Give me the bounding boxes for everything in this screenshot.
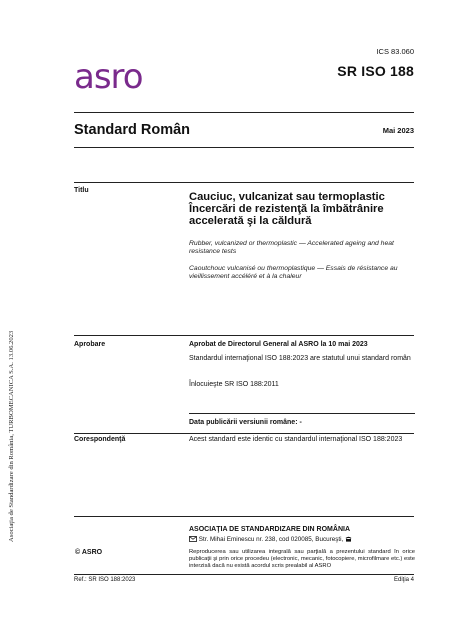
status-statement: Standardul internaţional ISO 188:2023 are statutul unui standard român <box>189 355 411 362</box>
title-label: Titlu <box>74 187 89 194</box>
romanian-version-date: Data publicării versiunii române: - <box>189 419 302 426</box>
ics-code: ICS 83.060 <box>376 47 414 56</box>
logo-text: asro <box>74 60 143 96</box>
envelope-icon <box>189 536 197 544</box>
footer-reference: Ref.: SR ISO 188:2023 <box>74 577 136 583</box>
header-divider <box>74 112 414 113</box>
correspondence-label: Corespondenţă <box>74 436 126 443</box>
publisher-divider <box>74 516 414 517</box>
footer-edition: Ediţia 4 <box>393 577 414 583</box>
publication-divider <box>189 413 415 414</box>
publication-month: Mai 2023 <box>382 126 414 135</box>
publisher-address: Str. Mihai Eminescu nr. 238, cod 020085, Bucureşti, <box>198 536 344 543</box>
side-license-note: Asociaţia de Standardizare din România, TURBOMECANICA S.A. 13.06.2023 <box>8 330 15 542</box>
correspondence-text: Acest standard este identic cu standardul internaţional ISO 188:2023 <box>189 436 403 443</box>
title-french: Caoutchouc vulcanisé ou thermoplastique — Essais de résistance au vieillissement accéléré et à la chaleur <box>189 265 398 280</box>
standard-type: Standard Român <box>74 122 191 138</box>
correspondence-divider <box>74 433 414 434</box>
standard-number: SR ISO 188 <box>337 63 414 79</box>
reproduction-notice: Reproducerea sau utilizarea integrală sau parţială a prezentului standard în orice publicaţii şi prin orice procedeu (electronic, mecanic, fotocopiere, microfilmare etc.) este interzisă dacă nu există acordul scris prealabil al ASRO <box>189 549 415 569</box>
title-romanian: Cauciuc, vulcanizat sau termoplastic Încercări de rezistenţă la îmbătrânire accelerată şi la căldură <box>189 191 385 227</box>
publisher-name: ASOCIAŢIA DE STANDARDIZARE DIN ROMÂNIA <box>189 526 350 533</box>
phone-icon <box>345 536 352 544</box>
title-divider <box>74 147 414 148</box>
approval-label: Aprobare <box>74 341 106 348</box>
footer-divider <box>74 574 414 575</box>
section-divider <box>74 182 414 183</box>
title-english: Rubber, vulcanized or thermoplastic — Accelerated ageing and heat resistance tests <box>189 240 394 255</box>
copyright-asro: © ASRO <box>75 549 103 556</box>
asro-logo <box>74 60 156 96</box>
approval-divider <box>74 335 414 336</box>
approved-by: Aprobat de Directorul General al ASRO la 10 mai 2023 <box>189 341 368 348</box>
replaces-note: Înlocuieşte SR ISO 188:2011 <box>189 381 279 388</box>
publisher-address-line <box>189 536 415 544</box>
